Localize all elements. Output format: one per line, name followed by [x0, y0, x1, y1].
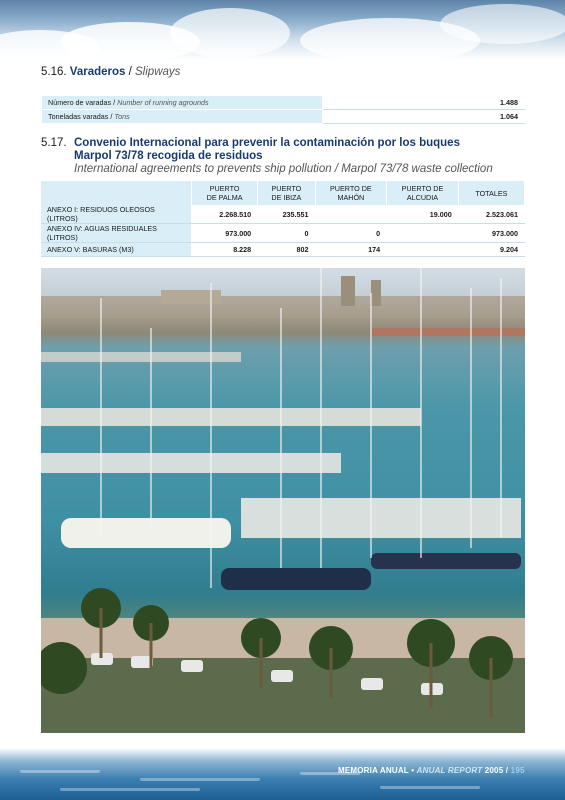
table-row [41, 205, 525, 224]
section-number: 5.16. [41, 66, 67, 78]
header-cell: PUERTO DE MAHÓN [315, 181, 387, 205]
report-year: 2005 [484, 766, 504, 775]
header-cell: TOTALES [458, 181, 524, 205]
section-subtitle-en: International agreements to prevents ship pollution / Marpol 73/78 waste collection [74, 163, 493, 175]
row-label: ANEXO V: BASURAS (M3) [41, 243, 192, 257]
section-title-line1: Convenio Internacional para prevenir la contaminación por los buques [74, 137, 460, 149]
report-name: MEMORIA ANUAL [338, 766, 409, 775]
section-title-en: Slipways [135, 66, 181, 78]
row-label: Toneladas varadas [48, 112, 109, 121]
header-sky-band [0, 0, 565, 60]
table-cell: 235.551 [258, 205, 315, 224]
marpol-waste-table [41, 181, 525, 257]
table-cell: 973.000 [458, 224, 524, 243]
table-cell: 973.000 [192, 224, 258, 243]
table-cell: 0 [315, 224, 387, 243]
section-title-line2: Marpol 73/78 recogida de residuos [74, 150, 263, 162]
slipways-table [41, 95, 525, 124]
row-label: ANEXO IV: AGUAS RESIDUALES (LITROS) [41, 224, 192, 243]
section-title: Varaderos [69, 66, 126, 78]
section-number: 5.17. [41, 137, 67, 149]
row-label: Número de varadas [48, 98, 112, 107]
table-cell: 8.228 [192, 243, 258, 257]
marina-photo [41, 268, 525, 733]
footer-slash: / [505, 766, 509, 775]
page-number: 195 [510, 766, 525, 775]
footer-bullet: • [411, 766, 415, 775]
table-cell: 802 [258, 243, 315, 257]
section-5-16-heading [41, 66, 180, 78]
table-cell-value: 1.488 [323, 96, 525, 110]
table-cell [315, 205, 387, 224]
header-cell: PUERTO DE IBIZA [258, 181, 315, 205]
table-row [41, 224, 525, 243]
report-name-en: ANUAL REPORT [416, 766, 483, 775]
table-row [42, 96, 525, 110]
table-cell: 9.204 [458, 243, 524, 257]
table-cell: 2.268.510 [192, 205, 258, 224]
row-label: ANEXO I: RESIDUOS OLEOSOS (LITROS) [41, 205, 192, 224]
table-cell-label: Toneladas varadas / Tons [42, 110, 323, 124]
header-cell: PUERTO DE ALCUDIA [387, 181, 459, 205]
table-cell: 2.523.061 [458, 205, 524, 224]
header-cell [41, 181, 192, 205]
table-row [41, 243, 525, 257]
row-label-en: Tons [114, 112, 130, 121]
table-cell: 0 [258, 224, 315, 243]
row-label-en: Number of running agrounds [117, 98, 209, 107]
table-cell-value: 1.064 [323, 110, 525, 124]
table-cell [387, 243, 459, 257]
table-cell [387, 224, 459, 243]
title-separator: / [128, 66, 132, 78]
header-cell: PUERTO DE PALMA [192, 181, 258, 205]
page-footer [338, 766, 525, 775]
table-header-row [41, 181, 525, 205]
table-cell: 19.000 [387, 205, 459, 224]
table-cell-label: Número de varadas / Number of running agrounds [42, 96, 323, 110]
marina-photo-illustration [41, 268, 525, 733]
table-row [42, 110, 525, 124]
table-cell: 174 [315, 243, 387, 257]
